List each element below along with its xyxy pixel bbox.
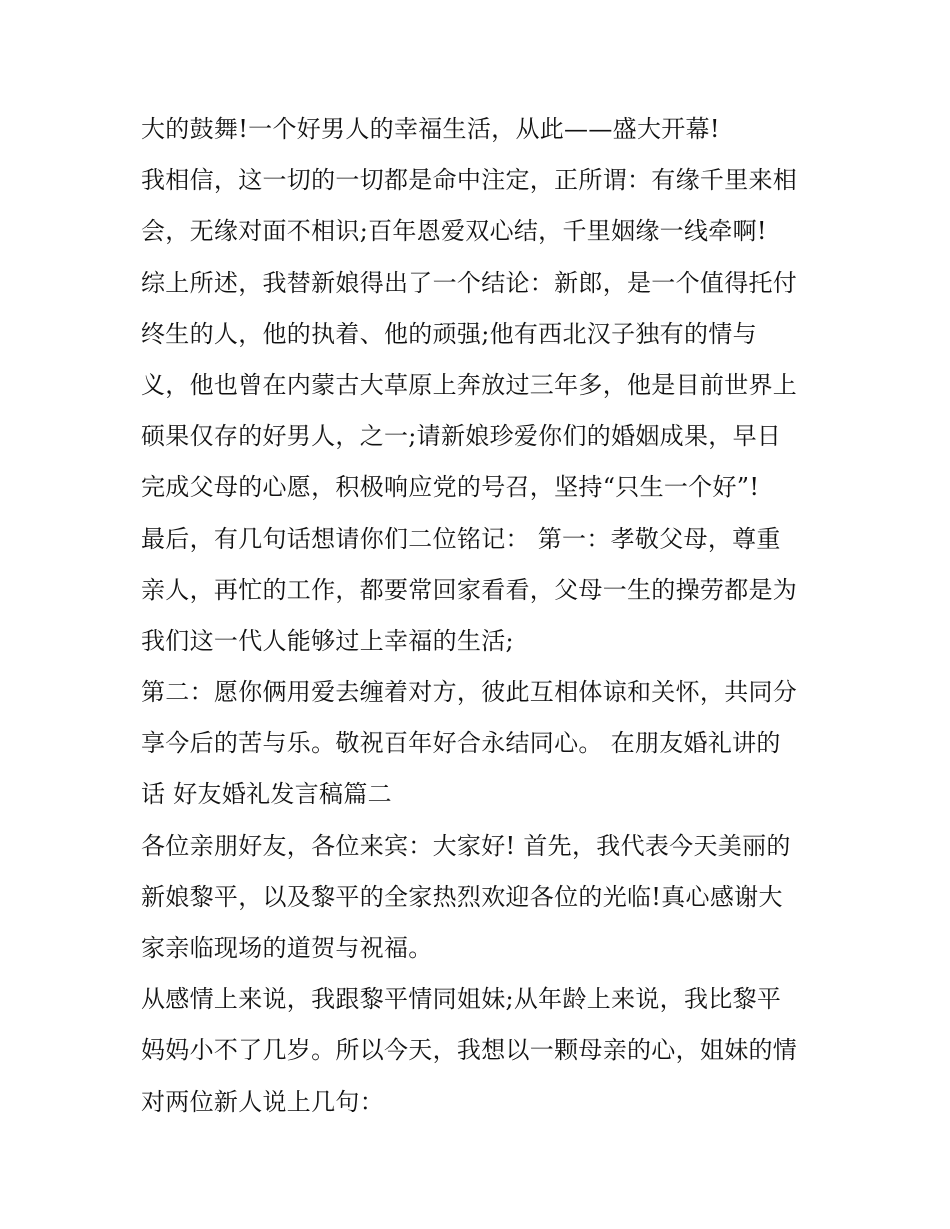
text-line: 第二：愿你俩用爱去缠着对方，彼此互相体谅和关怀，共同分 xyxy=(141,678,798,707)
text-line: 硕果仅存的好男人，之一;请新娘珍爱你们的婚姻成果，早日 xyxy=(141,422,782,451)
text-line: 话 好友婚礼发言稿篇二 xyxy=(141,780,392,809)
text-line: 大的鼓舞!一个好男人的幸福生活，从此——盛大开幕! xyxy=(141,115,720,143)
text-line: 完成父母的心愿，积极响应党的号召，坚持“只生一个好”! xyxy=(141,473,760,502)
text-line: 义，他也曾在内蒙古大草原上奔放过三年多，他是目前世界上 xyxy=(141,370,798,399)
text-line: 各位亲朋好友，各位来宾：大家好! 首先，我代表今天美丽的 xyxy=(141,831,791,860)
text-line: 从感情上来说，我跟黎平情同姐妹;从年龄上来说，我比黎平 xyxy=(141,985,782,1014)
text-line: 享今后的苦与乐。敬祝百年好合永结同心。 在朋友婚礼讲的 xyxy=(141,729,781,758)
text-line: 家亲临现场的道贺与祝福。 xyxy=(141,934,433,962)
text-line: 亲人，再忙的工作，都要常回家看看，父母一生的操劳都是为 xyxy=(141,575,798,604)
body-text xyxy=(141,104,831,1128)
text-line: 我相信，这一切的一切都是命中注定，正所谓：有缘千里来相 xyxy=(141,166,798,195)
text-line: 对两位新人说上几句： xyxy=(141,1087,384,1116)
text-line: 综上所述，我替新娘得出了一个结论：新郎，是一个值得托付 xyxy=(141,268,798,297)
text-line: 最后，有几句话想请你们二位铭记： 第一：孝敬父母，尊重 xyxy=(141,524,781,553)
text-line: 我们这一代人能够过上幸福的生活; xyxy=(141,626,514,655)
text-line: 会，无缘对面不相识;百年恩爱双心结，千里姻缘一线牵啊! xyxy=(141,217,767,246)
text-line: 终生的人，他的执着、他的顽强;他有西北汉子独有的情与 xyxy=(141,319,757,348)
text-line: 新娘黎平，以及黎平的全家热烈欢迎各位的光临!真心感谢大 xyxy=(141,882,783,911)
text-line: 妈妈小不了几岁。所以今天，我想以一颗母亲的心，姐妹的情 xyxy=(141,1036,798,1065)
